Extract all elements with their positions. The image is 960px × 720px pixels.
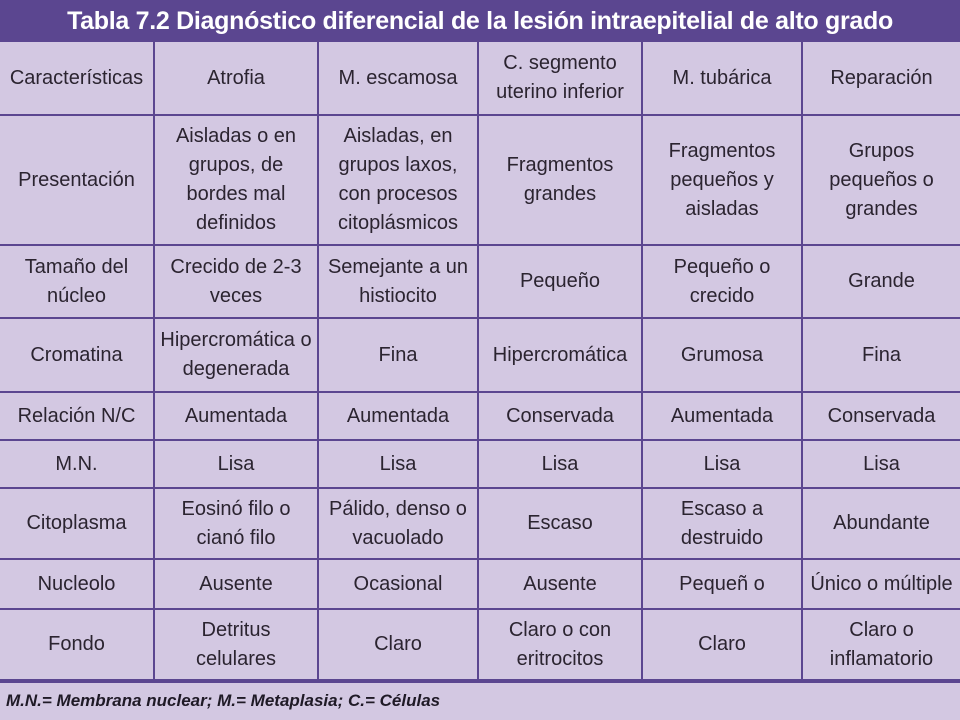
header-cell: M. escamosa [318,42,478,115]
table-row [0,488,960,559]
header-row [0,42,960,115]
table-cell: Lisa [154,440,318,488]
table-cell: Conservada [802,392,960,440]
row-label: Presentación [0,115,154,245]
table-cell: Hipercromática o degenerada [154,318,318,392]
table-cell: Lisa [478,440,642,488]
header-cell: M. tubárica [642,42,802,115]
table-cell: Hipercromática [478,318,642,392]
table-cell: Pálido, denso o vacuolado [318,488,478,559]
row-label: Cromatina [0,318,154,392]
header-cell: Atrofia [154,42,318,115]
table-cell: Grumosa [642,318,802,392]
table-cell: Escaso [478,488,642,559]
table-cell: Pequeñ o [642,559,802,609]
table-cell: Aisladas o en grupos, de bordes mal definidos [154,115,318,245]
table-cell: Aumentada [318,392,478,440]
row-label: Fondo [0,609,154,680]
row-label: Citoplasma [0,488,154,559]
table-row [0,115,960,245]
table-cell: Fina [318,318,478,392]
table-cell: Pequeño o crecido [642,245,802,318]
header-cell: Reparación [802,42,960,115]
table-cell: Grupos pequeños o grandes [802,115,960,245]
table-cell: Lisa [318,440,478,488]
table-cell: Fragmentos grandes [478,115,642,245]
table-title: Tabla 7.2 Diagnóstico diferencial de la lesión intraepitelial de alto grado [0,0,960,42]
table-cell: Aisladas, en grupos laxos, con procesos citoplásmicos [318,115,478,245]
table-row [0,245,960,318]
table-row [0,609,960,680]
row-label: Nucleolo [0,559,154,609]
table-cell: Claro [318,609,478,680]
table-cell: Claro o con eritrocitos [478,609,642,680]
table-cell: Claro o inflamatorio [802,609,960,680]
row-label: Tamaño del núcleo [0,245,154,318]
table-row [0,392,960,440]
row-label: Relación N/C [0,392,154,440]
table-cell: Único o múltiple [802,559,960,609]
table-cell: Fina [802,318,960,392]
table-cell: Abundante [802,488,960,559]
table-cell: Escaso a destruido [642,488,802,559]
table-cell: Conservada [478,392,642,440]
table-cell: Ausente [478,559,642,609]
table-cell: Eosinó filo o cianó filo [154,488,318,559]
differential-diagnosis-table [0,42,960,681]
table-cell: Claro [642,609,802,680]
row-label: M.N. [0,440,154,488]
table-cell: Fragmentos pequeños y aisladas [642,115,802,245]
table-cell: Ocasional [318,559,478,609]
table-cell: Aumentada [154,392,318,440]
table-cell: Crecido de 2-3 veces [154,245,318,318]
table-cell: Aumentada [642,392,802,440]
table-footnote: M.N.= Membrana nuclear; M.= Metaplasia; C.= Células [0,680,960,720]
table-cell: Detritus celulares [154,609,318,680]
table-cell: Ausente [154,559,318,609]
header-cell: C. segmento uterino inferior [478,42,642,115]
table-cell: Semejante a un histiocito [318,245,478,318]
table-cell: Lisa [802,440,960,488]
table-row [0,318,960,392]
table-cell: Pequeño [478,245,642,318]
table-cell: Grande [802,245,960,318]
table-row [0,440,960,488]
header-cell: Características [0,42,154,115]
table-row [0,559,960,609]
table-cell: Lisa [642,440,802,488]
